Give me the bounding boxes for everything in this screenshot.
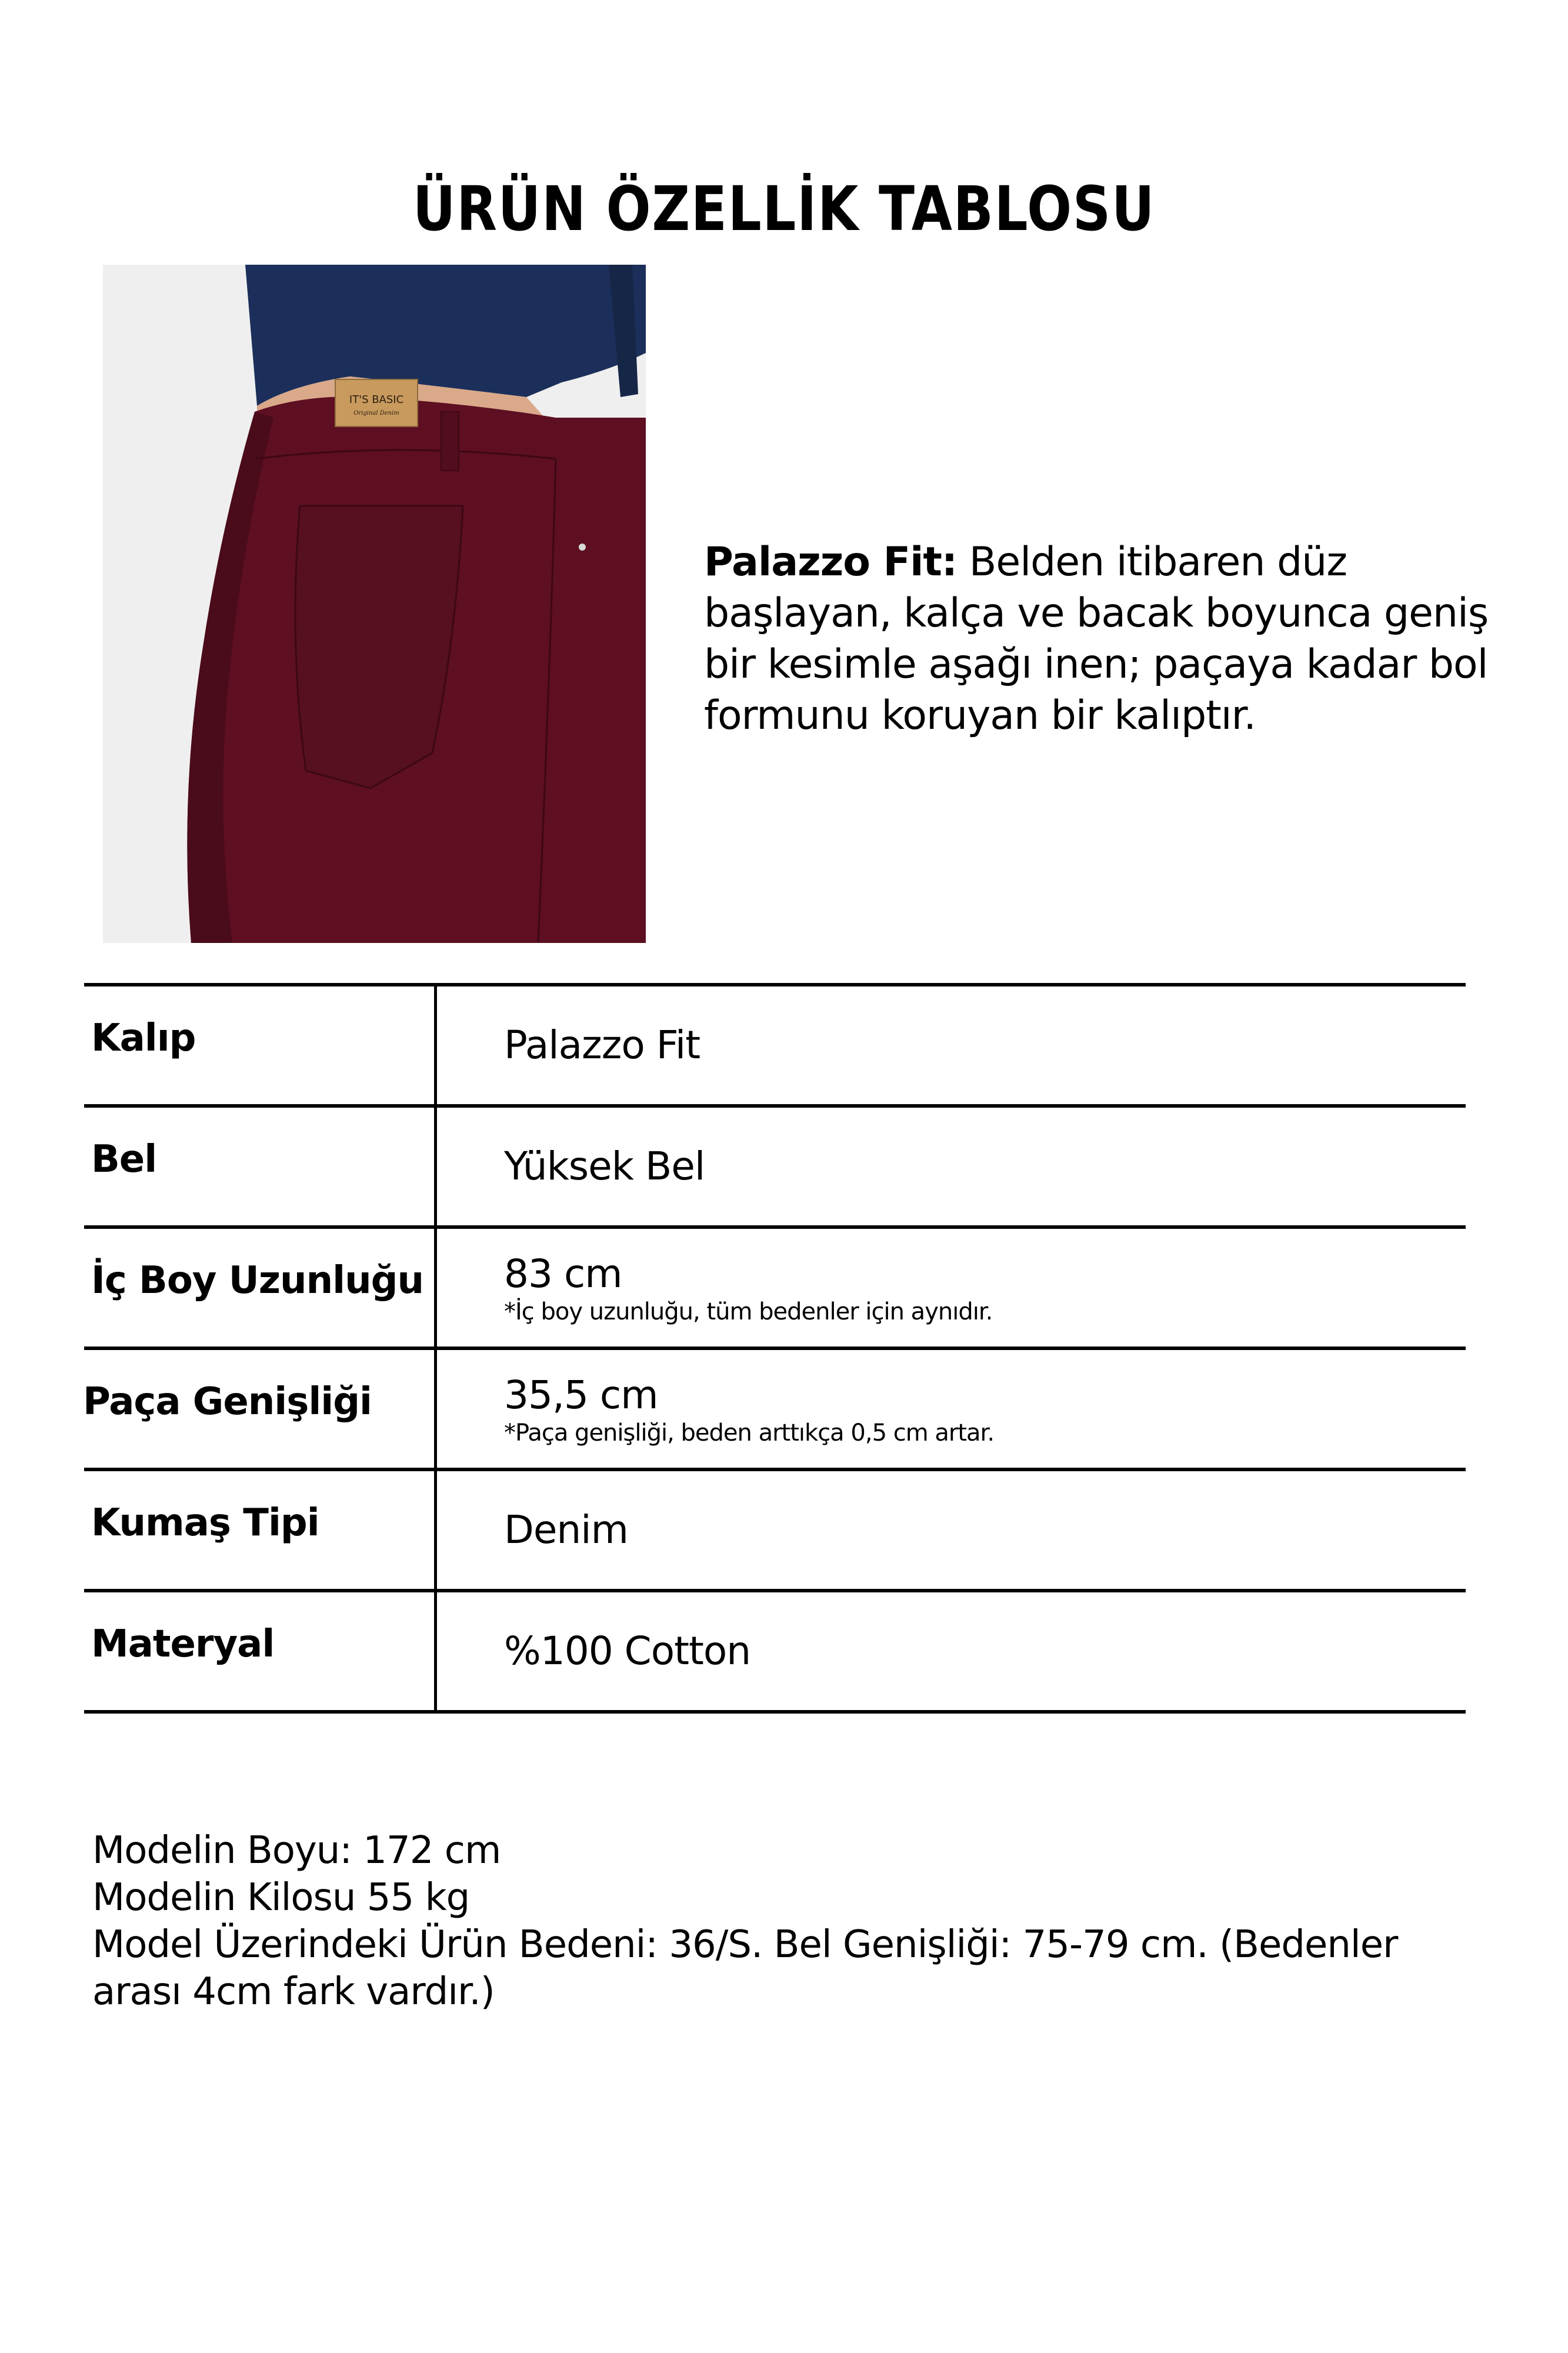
model-height: Modelin Boyu: 172 cm <box>92 1829 501 1872</box>
column-divider <box>434 1350 437 1468</box>
table-row <box>84 1589 1466 1714</box>
model-weight: Modelin Kilosu 55 kg <box>92 1876 470 1919</box>
row-label: Bel <box>91 1138 157 1181</box>
row-note: *Paça genişliği, beden arttıkça 0,5 cm artar. <box>504 1419 995 1447</box>
page-title: ÜRÜN ÖZELLİK TABLOSU <box>412 173 1156 245</box>
row-value: Palazzo Fit <box>504 1022 700 1068</box>
patch-label: IT'S BASIC <box>349 394 404 406</box>
fit-description-label: Palazzo Fit: <box>704 539 958 585</box>
column-divider <box>434 1471 437 1589</box>
row-value: %100 Cotton <box>504 1628 751 1674</box>
fit-description <box>704 536 1539 741</box>
row-label: Materyal <box>91 1622 275 1666</box>
model-size: Model Üzerindeki Ürün Bedeni: 36/S. Bel Genişliği: 75-79 cm. (Bedenler <box>92 1923 1398 1967</box>
patch-sublabel: Original Denim <box>353 410 399 416</box>
row-value: Yüksek Bel <box>504 1144 705 1189</box>
spec-table <box>84 983 1466 1714</box>
product-photo <box>103 265 646 943</box>
row-label: Kalıp <box>91 1016 196 1060</box>
column-divider <box>434 986 437 1104</box>
model-size-cont: arası 4cm fark vardır.) <box>92 1970 495 2014</box>
row-value: 83 cm <box>504 1251 622 1297</box>
column-divider <box>434 1592 437 1710</box>
model-info <box>92 1827 1504 2015</box>
column-divider <box>434 1108 437 1225</box>
jeans-image <box>103 265 646 943</box>
row-label: Paça Genişliği <box>83 1380 372 1424</box>
table-row <box>84 1225 1466 1347</box>
table-row <box>84 983 1466 1104</box>
table-row <box>84 1347 1466 1468</box>
row-note: *İç boy uzunluğu, tüm bedenler için aynıdır. <box>504 1298 993 1325</box>
row-value: 35,5 cm <box>504 1372 658 1418</box>
row-label: Kumaş Tipi <box>91 1501 319 1545</box>
fit-description-text: Belden itibaren düz başlayan, kalça ve bacak boyunca geniş bir kesimle aşağı inen; paçaya kadar bol formunu koruyan bir kalıptır. <box>704 539 1489 739</box>
table-row <box>84 1468 1466 1589</box>
column-divider <box>434 1229 437 1347</box>
row-label: İç Boy Uzunluğu <box>91 1259 423 1302</box>
table-row <box>84 1104 1466 1225</box>
row-value: Denim <box>504 1507 628 1552</box>
